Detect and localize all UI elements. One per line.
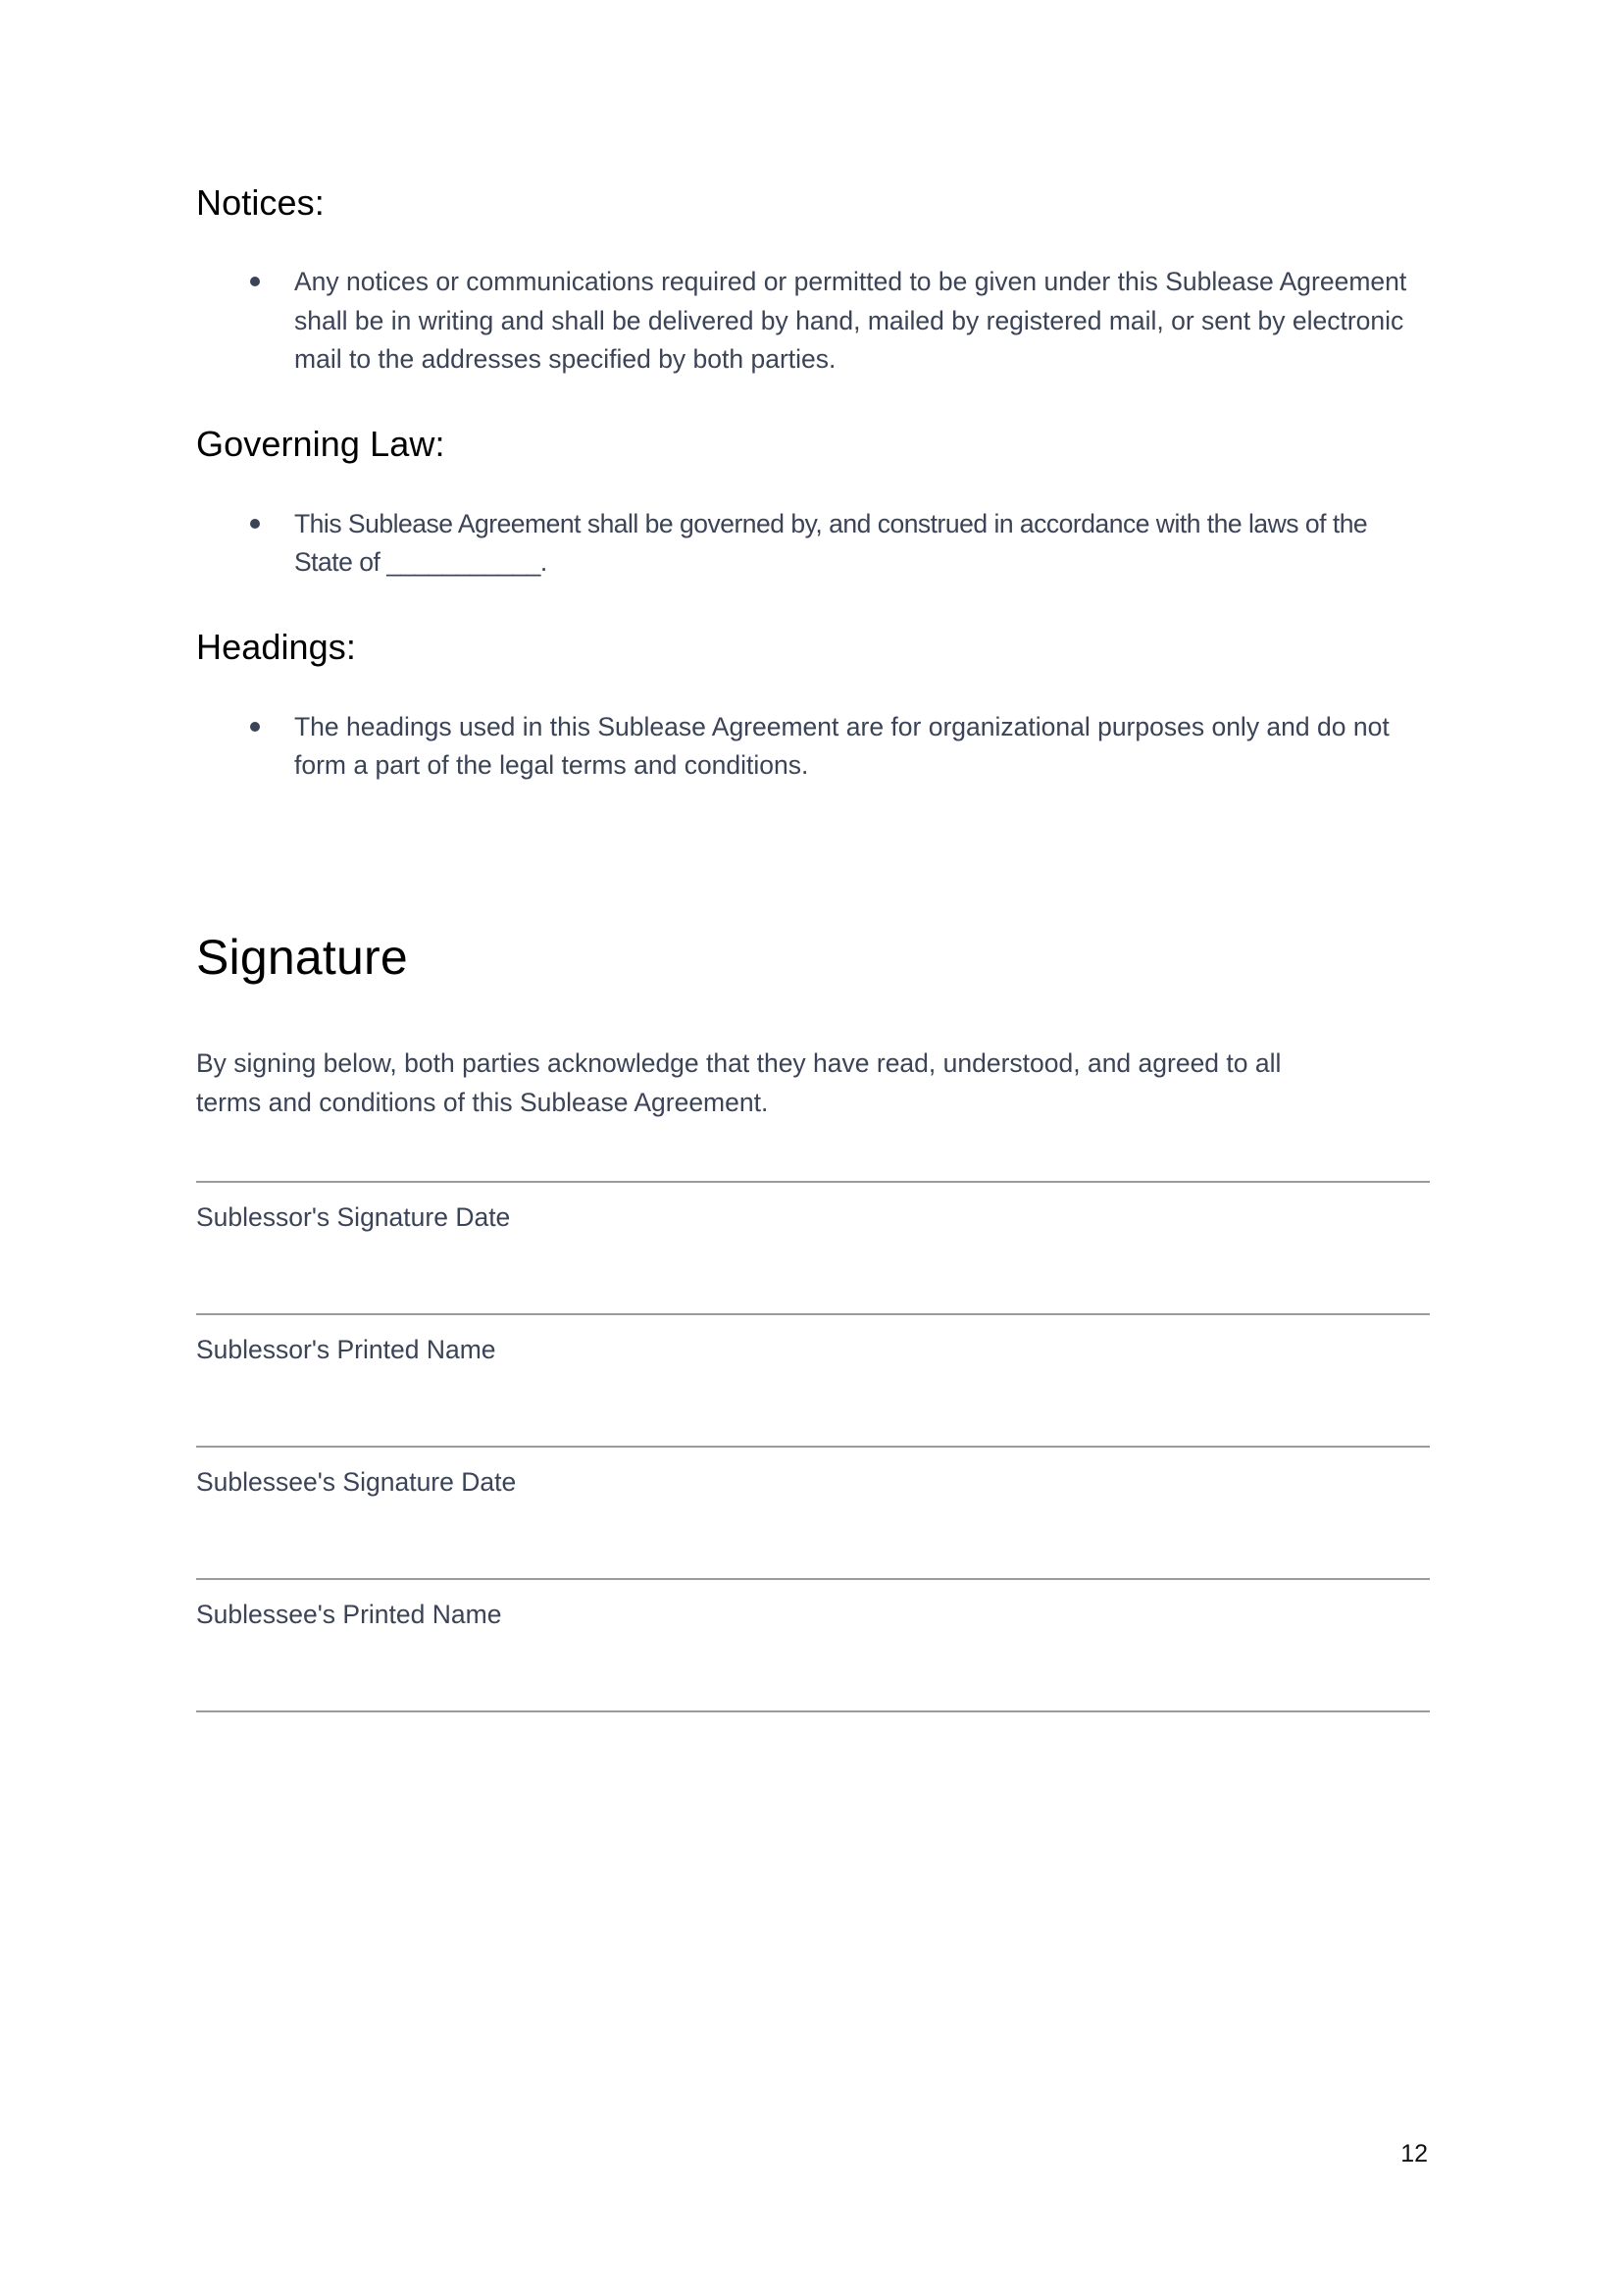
section-headings: [196, 627, 1430, 785]
signature-intro-text: By signing below, both parties acknowledge that they have read, understood, and agreed to all terms and conditions of this Sublease Agreement.: [196, 1048, 1282, 1117]
signature-field-label: Sublessee's Printed Name: [196, 1599, 502, 1629]
signature-field-label: [196, 1712, 1430, 1730]
section-heading-notices: Notices:: [196, 182, 325, 223]
signature-field-row: [196, 1446, 1430, 1578]
bullet-point-icon: [250, 722, 260, 732]
list-item-text: Any notices or communications required or permitted to be given under this Sublease Agreement shall be in writing and shall be delivered by hand, mailed by registered mail, or sent by electronic mail to the addresses specified by both parties.: [294, 267, 1407, 374]
list-item-text: This Sublease Agreement shall be governed by, and construed in accordance with the laws of the State of ___________.: [294, 508, 1368, 577]
section-notices: [196, 182, 1430, 379]
governing-law-bullet-list: [196, 505, 1430, 582]
list-item: [196, 263, 1430, 379]
signature-field-label: Sublessee's Signature Date: [196, 1466, 517, 1497]
signature-field-label: Sublessor's Signature Date: [196, 1201, 511, 1232]
list-item: [196, 708, 1430, 785]
notices-bullet-list: [196, 263, 1430, 379]
page-title: Signature: [196, 929, 408, 985]
page-number: 12: [1400, 2140, 1428, 2167]
section-heading-headings: Headings:: [196, 627, 357, 668]
section-signature: [196, 930, 1430, 1843]
signature-field-row: [196, 1313, 1430, 1446]
bullet-point-icon: [250, 277, 260, 286]
page-content: [196, 182, 1430, 1843]
signature-fields: [196, 1181, 1430, 1843]
section-governing-law: [196, 424, 1430, 582]
list-item-text: The headings used in this Sublease Agreement are for organizational purposes only and do not form a part of the legal terms and conditions.: [294, 711, 1390, 780]
signature-field-row: [196, 1578, 1430, 1710]
section-heading-governing-law: Governing Law:: [196, 424, 445, 465]
headings-bullet-list: [196, 708, 1430, 785]
bullet-point-icon: [250, 519, 260, 529]
signature-field-row: [196, 1710, 1430, 1843]
list-item: [196, 505, 1430, 582]
signature-field-label: Sublessor's Printed Name: [196, 1334, 496, 1364]
signature-field-row: [196, 1181, 1430, 1313]
